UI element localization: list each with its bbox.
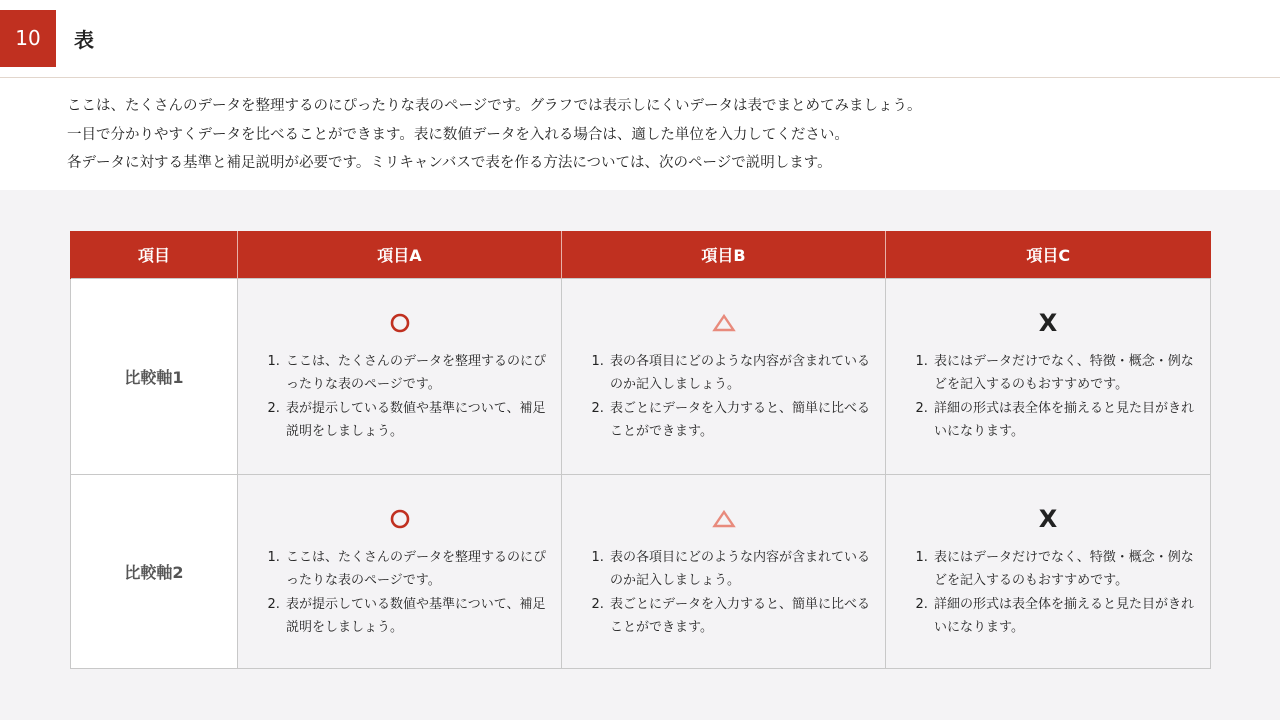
triangle-icon xyxy=(562,309,885,337)
list-item: 2. 詳細の形式は表全体を揃えると見た目がきれいになります。 xyxy=(932,397,1198,444)
triangle-icon xyxy=(562,505,885,533)
notes-list xyxy=(562,350,885,444)
page-title: 表 xyxy=(74,28,94,52)
slide-header xyxy=(0,0,1280,190)
list-item: 1. 表の各項目にどのような内容が含まれているのか記入しましょう。 xyxy=(608,350,873,397)
list-item: 2. 表が提示している数値や基準について、補足説明をしましょう。 xyxy=(284,397,549,444)
row-header: 比較軸1 xyxy=(71,278,238,474)
list-item: 2. 表ごとにデータを入力すると、簡単に比べることができます。 xyxy=(608,593,873,640)
table-row xyxy=(71,474,1211,668)
column-header: 項目 xyxy=(71,231,238,278)
row-header: 比較軸2 xyxy=(71,474,238,668)
notes-list xyxy=(238,546,561,640)
column-header: 項目A xyxy=(238,231,562,278)
x-mark-text: X xyxy=(1038,308,1058,337)
circle-icon xyxy=(238,505,561,533)
list-item: 2. 表ごとにデータを入力すると、簡単に比べることができます。 xyxy=(608,397,873,444)
notes-list xyxy=(562,546,885,640)
table-header-row xyxy=(71,231,1211,278)
circle-icon xyxy=(238,309,561,337)
column-header: 項目C xyxy=(886,231,1211,278)
intro-line: 一目で分かりやすくデータを比べることができます。表に数値データを入れる場合は、適した単位を入力してください。 xyxy=(67,126,849,143)
table-row xyxy=(71,278,1211,474)
page-number: 10 xyxy=(0,10,56,67)
x-icon xyxy=(886,309,1210,337)
notes-list xyxy=(886,546,1210,640)
list-item: 1. 表の各項目にどのような内容が含まれているのか記入しましょう。 xyxy=(608,546,873,593)
table-cell xyxy=(562,278,886,474)
table-cell xyxy=(886,474,1211,668)
list-item: 1. 表にはデータだけでなく、特徴・概念・例などを記入するのもおすすめです。 xyxy=(932,350,1198,397)
list-item: 2. 表が提示している数値や基準について、補足説明をしましょう。 xyxy=(284,593,549,640)
list-item: 1. 表にはデータだけでなく、特徴・概念・例などを記入するのもおすすめです。 xyxy=(932,546,1198,593)
notes-list xyxy=(886,350,1210,444)
x-icon xyxy=(886,505,1210,533)
table-cell xyxy=(886,278,1211,474)
header-divider xyxy=(0,77,1280,78)
list-item: 1. ここは、たくさんのデータを整理するのにぴったりな表のページです。 xyxy=(284,546,549,593)
table-cell xyxy=(238,278,562,474)
table-cell xyxy=(238,474,562,668)
column-header: 項目B xyxy=(562,231,886,278)
notes-list xyxy=(238,350,561,444)
intro-line: 各データに対する基準と補足説明が必要です。ミリキャンバスで表を作る方法については、次のページで説明します。 xyxy=(67,155,832,171)
intro-line: ここは、たくさんのデータを整理するのにぴったりな表のページです。グラフでは表示しにくいデータは表でまとめてみましょう。 xyxy=(67,98,922,114)
table-cell xyxy=(562,474,886,668)
list-item: 2. 詳細の形式は表全体を揃えると見た目がきれいになります。 xyxy=(932,593,1198,640)
comparison-table xyxy=(70,231,1211,669)
x-mark-text: X xyxy=(1038,504,1058,533)
list-item: 1. ここは、たくさんのデータを整理するのにぴったりな表のページです。 xyxy=(284,350,549,397)
intro-text xyxy=(67,92,1217,178)
